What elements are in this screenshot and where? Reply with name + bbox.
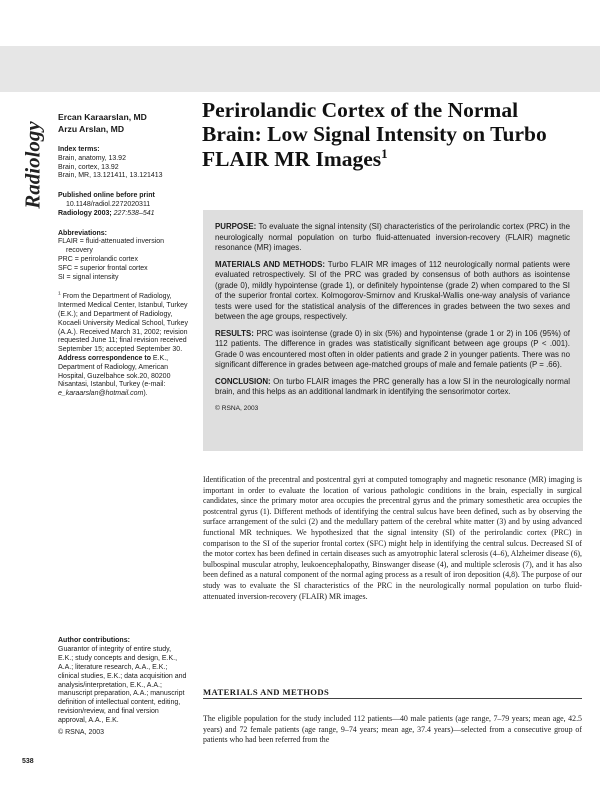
sidebar bbox=[58, 112, 188, 399]
abbreviation: SI = signal intensity bbox=[58, 273, 119, 281]
affiliation-end: ). bbox=[143, 390, 148, 398]
index-term: Brain, MR, 13.121411, 13.121413 bbox=[58, 172, 163, 180]
correspondence-text: E.K., Department of Radiology, American Hospital, Guzelbahce sok.20, 80200 Nisantasi, Istanbul, Turkey (e-mail: bbox=[58, 354, 171, 389]
publication-info bbox=[58, 192, 188, 218]
abstract-results: RESULTS: PRC was isointense (grade 0) in six (5%) and hypointense (grade 1 or 2) in 106 (95%) of 112 patients. The difference in grades was statistically significant between age groups (P < .001). Grade 0 was encountered most often in older patients and grade 2 in younger patients. There was no significant difference in grades between age-matched groups of male and female patients (P = .66). bbox=[215, 328, 570, 369]
abstract-conclusion: CONCLUSION: On turbo FLAIR images the PRC generally has a low SI in the neurologically normal brain, and this helps as an additional landmark in identifying the sensorimotor cortex. bbox=[215, 376, 570, 396]
citation-label: Radiology 2003; bbox=[58, 209, 112, 217]
affiliation-note bbox=[58, 293, 188, 399]
introduction-paragraph: Identification of the precentral and postcentral gyri at computed tomography and magnetic resonance (MR) imaging is important in order to evaluate the location of various pathologic conditions in the brain, especially in surgical candidates, since the primary motor area occupies the precentral gyrus and the primary somesthetic area occupies the postcentral gyrus (1). Different methods of identifying the central sulcus have been defined, such as by observing the surface arrangement of the sulci (2) and the medullary pattern of the cerebral white matter (3) and by using advanced functional MR techniques. We hypothesized that the signal intensity (SI) of the perirolandic cortex (PRC) in comparison to the SI of the superior frontal cortex (SFC) might help in identifying the central sulcus. Decreased SI of the motor cortex has been defined in certain diseases such as amyotrophic lateral sclerosis (4–6), Alzheimer disease (6), bulbospinal muscular atrophy, leukoencephalopathy, Binswanger disease (4), and multiple sclerosis (7), and it has also been defined as a natural component of the normal aging process as a result of iron deposition (4,8). The purpose of our study was to evaluate the SI characteristics of the PRC in the neurologically normal population on turbo fluid-attenuated inversion-recovery (FLAIR) MR images. bbox=[203, 475, 582, 601]
conclusion-label: CONCLUSION: bbox=[215, 376, 271, 386]
citation-rest: 227:538–541 bbox=[113, 209, 155, 217]
index-term: Brain, cortex, 13.92 bbox=[58, 163, 119, 171]
contributions-text: Guarantor of integrity of entire study, E.K.; study concepts and design, E.K., A.A.; literature research, A.A., E.K.; clinical studies, E.K.; data acquisition and analysis/interpretation, E.K., A.A.; manuscript preparation, A.A.; manuscript definition of intellectual content, editing, revision/review, and final version approval, A.A., E.K. bbox=[58, 645, 187, 725]
purpose-label: PURPOSE: bbox=[215, 222, 257, 231]
author-name: Ercan Karaarslan, MD bbox=[58, 112, 147, 122]
index-term: Brain, anatomy, 13.92 bbox=[58, 154, 126, 162]
abstract-methods: MATERIALS AND METHODS: Turbo FLAIR MR images of 112 neurologically normal patients were evaluated retrospectively. SI of the PRC was graded by consensus of both authors as isointense (grade 0), mildly hypointense (grade 1), or definitely hypointense (grade 2) when compared to the SI of the superior frontal cortex. Kolmogorov-Smirnov and Kruskal-Wallis one-way analysis of variance tests were used for the statistical analysis of the differences in grades between the two sexes and between the age groups, respectively. bbox=[215, 259, 570, 321]
author-contributions bbox=[58, 637, 188, 738]
article-title: Perirolandic Cortex of the Normal Brain: Low Signal Intensity on Turbo FLAIR MR Images$^1$ bbox=[202, 98, 547, 171]
methods-label: MATERIALS AND METHODS: bbox=[215, 259, 326, 269]
abbreviation: FLAIR = fluid-attenuated inversion recovery bbox=[58, 238, 165, 255]
abstract-box bbox=[203, 210, 583, 451]
section-heading: MATERIALS AND METHODS bbox=[203, 687, 330, 697]
citation bbox=[58, 210, 188, 219]
doi: 10.1148/radiol.2272020311 bbox=[66, 200, 151, 208]
correspondence-label: Address correspondence to bbox=[58, 354, 151, 362]
methods-paragraph: The eligible population for the study included 112 patients—40 male patients (age range, 7–79 years; mean age, 42.5 years) and 72 female patients (age range, 9–74 years; mean age, 37.4 years)—selected from a consecutive group of patients who had been referred from the bbox=[203, 714, 582, 745]
contributions-copyright: © RSNA, 2003 bbox=[58, 729, 105, 737]
journal-name: Radiology bbox=[20, 121, 45, 209]
author-name: Arzu Arslan, MD bbox=[58, 123, 125, 134]
abbreviations bbox=[58, 230, 188, 283]
affiliation-text: From the Department of Radiology, Intermed Medical Center, Istanbul, Turkey (E.K.); and Department of Radiology, Kocaeli University Medical School, Turkey (A.A.). Received March 31, 2002; revision requested June 11; final revision received September 15; accepted September 30. bbox=[58, 293, 188, 354]
index-terms bbox=[58, 146, 188, 181]
title-footnote-marker: 1 bbox=[381, 145, 388, 161]
abbreviation: SFC = superior frontal cortex bbox=[58, 264, 148, 272]
author-list bbox=[58, 112, 188, 135]
affiliation-marker: 1 bbox=[58, 292, 61, 298]
publication-line: Published online before print bbox=[58, 192, 155, 200]
abbreviations-heading: Abbreviations: bbox=[58, 229, 108, 237]
page-number: 538 bbox=[22, 758, 34, 765]
contributions-heading: Author contributions: bbox=[58, 637, 130, 644]
section-rule bbox=[203, 698, 582, 699]
index-terms-heading: Index terms: bbox=[58, 146, 100, 153]
abbreviation: PRC = perirolandic cortex bbox=[58, 255, 138, 263]
header-band bbox=[0, 46, 600, 92]
email-address: e_karaarslan@hotmail.com bbox=[58, 390, 144, 398]
abstract-copyright: © RSNA, 2003 bbox=[215, 404, 259, 412]
results-label: RESULTS: bbox=[215, 328, 254, 338]
abstract-purpose: PURPOSE: To evaluate the signal intensity (SI) characteristics of the perirolandic cortex (PRC) in the neurologically normal population on turbo fluid-attenuated inversion-recovery (FLAIR) magnetic resonance (MR) images. bbox=[215, 222, 570, 252]
